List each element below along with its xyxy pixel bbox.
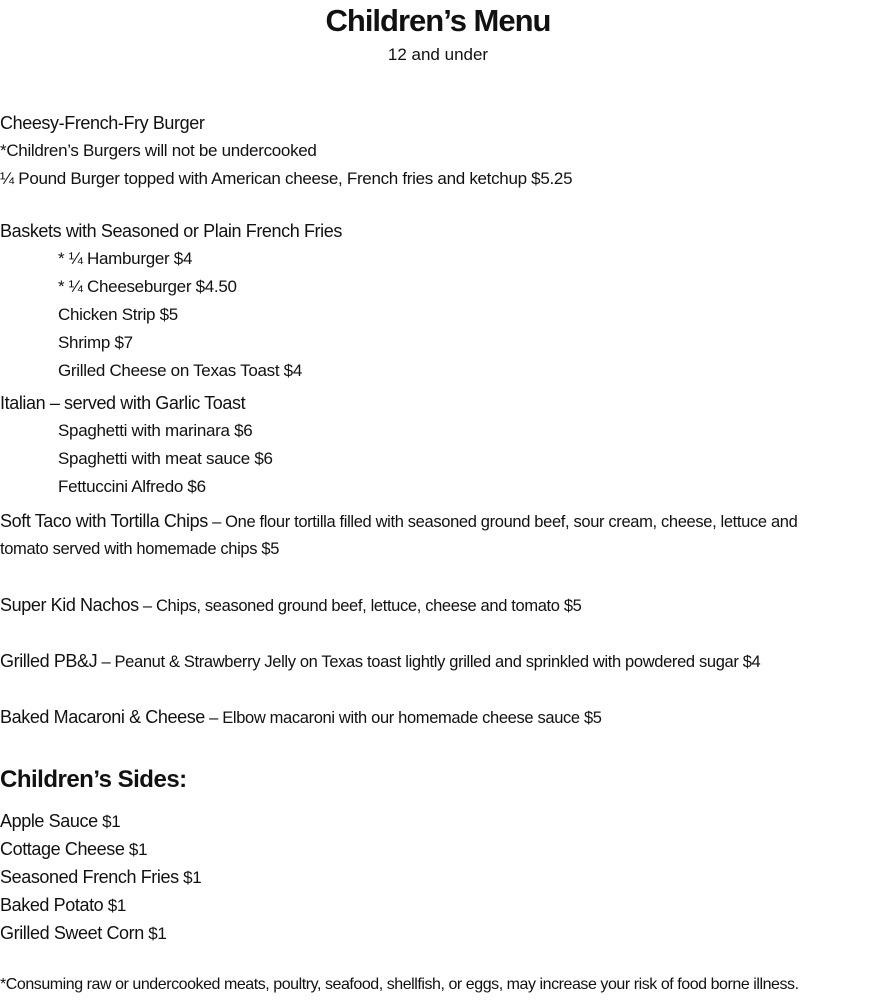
side-price: $1 — [103, 896, 127, 915]
side-item — [0, 922, 167, 945]
side-price: $1 — [143, 924, 167, 943]
nachos-name: Super Kid Nachos — [0, 595, 139, 615]
side-name: Baked Potato — [0, 895, 104, 915]
basket-item: Grilled Cheese on Texas Toast $4 — [58, 361, 302, 380]
basket-item: * ¼ Hamburger $4 — [58, 249, 193, 268]
basket-item: Chicken Strip $5 — [58, 305, 178, 324]
nachos-line — [0, 594, 582, 617]
menu-title: Children’s Menu — [325, 3, 551, 38]
side-item — [0, 838, 147, 861]
burger-description: ¼ Pound Burger topped with American cheese, French fries and ketchup $5.25 — [0, 169, 573, 188]
side-price: $1 — [124, 840, 148, 859]
nachos-description: – Chips, seasoned ground beef, lettuce, cheese and tomato $5 — [138, 597, 582, 615]
italian-item: Spaghetti with meat sauce $6 — [58, 449, 273, 468]
baskets-heading: Baskets with Seasoned or Plain French Fries — [0, 221, 342, 241]
pbj-line — [0, 650, 760, 673]
taco-description-continued: tomato served with homemade chips $5 — [0, 540, 280, 558]
sides-heading: Children’s Sides: — [0, 766, 187, 793]
side-price: $1 — [178, 868, 202, 887]
taco-name: Soft Taco with Tortilla Chips — [0, 511, 208, 531]
pbj-name: Grilled PB&J — [0, 651, 98, 671]
taco-line — [0, 510, 797, 533]
side-price: $1 — [97, 812, 121, 831]
mac-line — [0, 706, 602, 729]
italian-item: Spaghetti with marinara $6 — [58, 421, 253, 440]
taco-description: – One flour tortilla filled with seasoned ground beef, sour cream, cheese, lettuce and — [207, 513, 798, 531]
side-name: Apple Sauce — [0, 811, 98, 831]
mac-description: – Elbow macaroni with our homemade cheese sauce $5 — [204, 709, 602, 727]
mac-name: Baked Macaroni & Cheese — [0, 707, 205, 727]
burger-heading: Cheesy-French-Fry Burger — [0, 113, 205, 133]
italian-heading: Italian – served with Garlic Toast — [0, 393, 246, 413]
menu-subtitle: 12 and under — [387, 45, 489, 64]
food-safety-disclaimer: *Consuming raw or undercooked meats, poultry, seafood, shellfish, or eggs, may increase your risk of food borne illness. — [0, 976, 799, 993]
burger-note: *Children’s Burgers will not be undercooked — [0, 141, 317, 160]
side-item — [0, 894, 126, 917]
basket-item: Shrimp $7 — [58, 333, 133, 352]
side-name: Grilled Sweet Corn — [0, 923, 144, 943]
side-name: Cottage Cheese — [0, 839, 125, 859]
pbj-description: – Peanut & Strawberry Jelly on Texas toast lightly grilled and sprinkled with powdered sugar $4 — [97, 653, 761, 671]
side-item — [0, 866, 201, 889]
basket-item: * ¼ Cheeseburger $4.50 — [58, 277, 237, 296]
side-item — [0, 810, 120, 833]
italian-item: Fettuccini Alfredo $6 — [58, 477, 206, 496]
side-name: Seasoned French Fries — [0, 867, 179, 887]
